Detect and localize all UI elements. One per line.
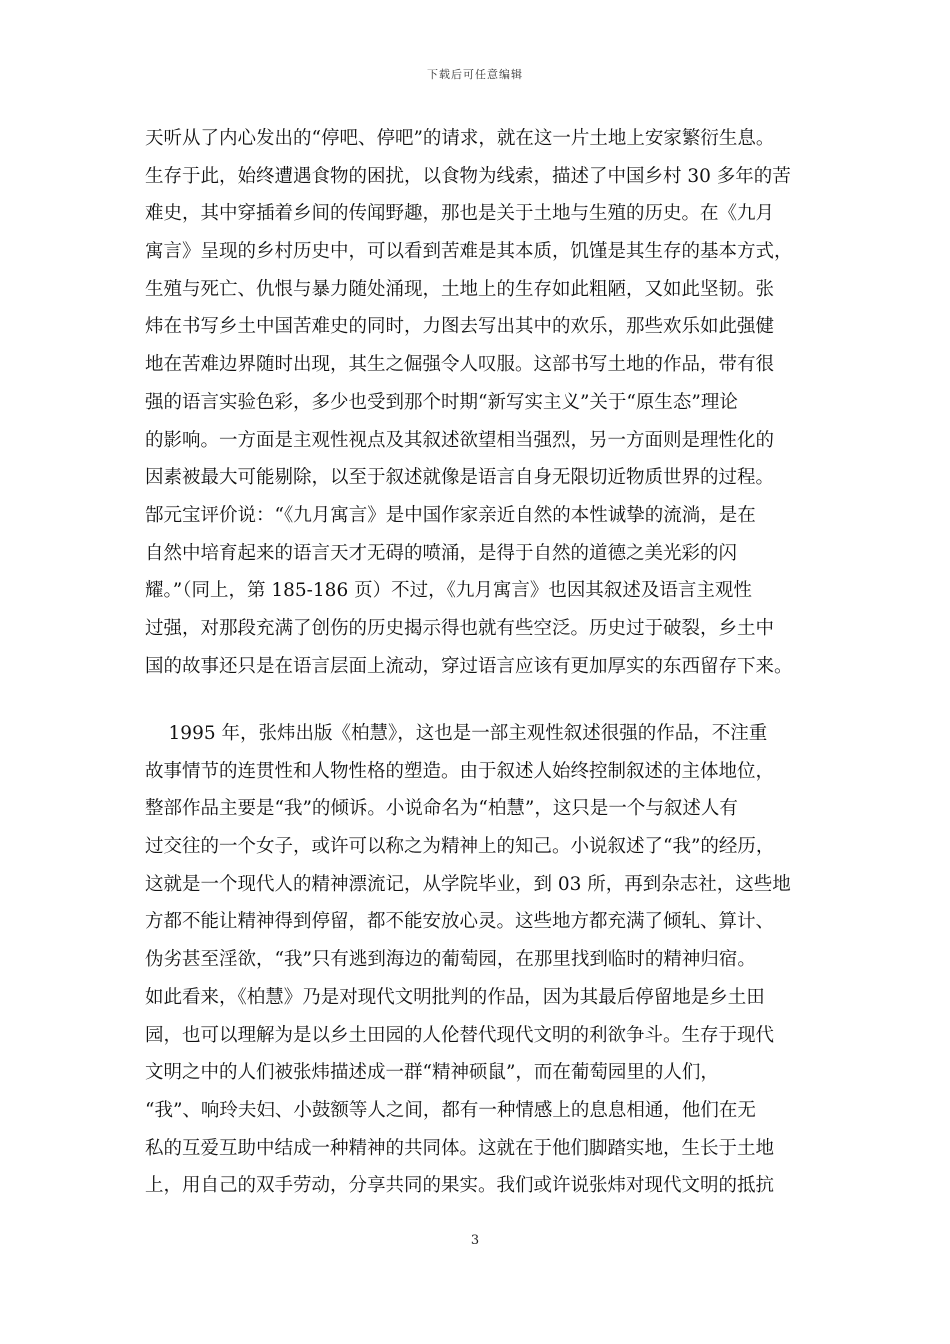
text-line: 难史，其中穿插着乡间的传闻野趣，那也是关于土地与生殖的历史。在《九月 <box>145 203 775 225</box>
text-line: 文明之中的人们被张炜描述成一群“精神硕鼠”，而在葡萄园里的人们， <box>145 1062 719 1084</box>
text-line: 天听从了内心发出的“停吧、停吧”的请求，就在这一片土地上安家繁衍生息。 <box>145 128 775 149</box>
text-line: 上，用自己的双手劳动，分享共同的果实。我们或许说张炜对现代文明的抵抗 <box>145 1175 775 1197</box>
text-line: “我”、响玲夫妇、小鼓额等人之间，都有一种情感上的息息相通，他们在无 <box>145 1099 756 1121</box>
text-line: 生殖与死亡、仇恨与暴力随处涌现，土地上的生存如此粗陋，又如此坚韧。张 <box>145 278 775 300</box>
text-line: 国的故事还只是在语言层面上流动，穿过语言应该有更加厚实的东西留存下来。 <box>145 655 793 677</box>
paragraph-1 <box>145 120 810 685</box>
text-line: 自然中培育起来的语言天才无碍的喷涌，是得于自然的道德之美光彩的闪 <box>145 542 738 564</box>
text-line: 伪劣甚至淫欲，“我”只有逃到海边的葡萄园，在那里找到临时的精神归宿。 <box>145 949 756 971</box>
text-line: 的影响。一方面是主观性视点及其叙述欲望相当强烈，另一方面则是理性化的 <box>145 429 775 451</box>
text-line: 耀。”（同上，第 185-186 页）不过，《九月寓言》也因其叙述及语言主观性 <box>145 580 752 602</box>
text-line: 寓言》呈现的乡村历史中，可以看到苦难是其本质，饥馑是其生存的基本方式， <box>145 241 793 263</box>
text-line: 园，也可以理解为是以乡土田园的人伦替代现代文明的利欲争斗。生存于现代 <box>145 1024 775 1046</box>
text-line: 整部作品主要是“我”的倾诉。小说命名为“柏慧”，这只是一个与叙述人有 <box>145 798 738 820</box>
text-line: 1995 年，张炜出版《柏慧》，这也是一部主观性叙述很强的作品，不注重 <box>145 723 768 744</box>
text-line: 故事情节的连贯性和人物性格的塑造。由于叙述人始终控制叙述的主体地位， <box>145 760 775 782</box>
text-line: 方都不能让精神得到停留，都不能安放心灵。这些地方都充满了倾轧、算计、 <box>145 911 775 933</box>
text-line: 地在苦难边界随时出现，其生之倔强令人叹服。这部书写土地的作品，带有很 <box>145 354 775 376</box>
text-line: 生存于此，始终遭遇食物的困扰，以食物为线索，描述了中国乡村 30 多年的苦 <box>145 165 791 187</box>
text-line: 如此看来，《柏慧》乃是对现代文明批判的作品，因为其最后停留地是乡土田 <box>145 986 765 1008</box>
text-line: 炜在书写乡土中国苦难史的同时，力图去写出其中的欢乐，那些欢乐如此强健 <box>145 316 775 338</box>
page-header: 下载后可任意编辑 <box>427 68 523 81</box>
page-number: 3 <box>470 1233 480 1248</box>
paragraph-2 <box>145 715 810 1205</box>
text-line: 郜元宝评价说：“《九月寓言》是中国作家亲近自然的本性诚挚的流淌，是在 <box>145 504 756 526</box>
text-line: 强的语言实验色彩，多少也受到那个时期“新写实主义”关于“原生态”理论 <box>145 391 738 413</box>
text-line: 这就是一个现代人的精神漂流记，从学院毕业，到 03 所，再到杂志社，这些地 <box>145 873 791 895</box>
text-line: 过交往的一个女子，或许可以称之为精神上的知己。小说叙述了“我”的经历， <box>145 836 775 858</box>
text-line: 过强，对那段充满了创伤的历史揭示得也就有些空泛。历史过于破裂，乡土中 <box>145 617 775 639</box>
text-line: 因素被最大可能剔除，以至于叙述就像是语言自身无限切近物质世界的过程。 <box>145 467 775 489</box>
text-line: 私的互爱互助中结成一种精神的共同体。这就在于他们脚踏实地，生长于土地 <box>145 1137 775 1159</box>
